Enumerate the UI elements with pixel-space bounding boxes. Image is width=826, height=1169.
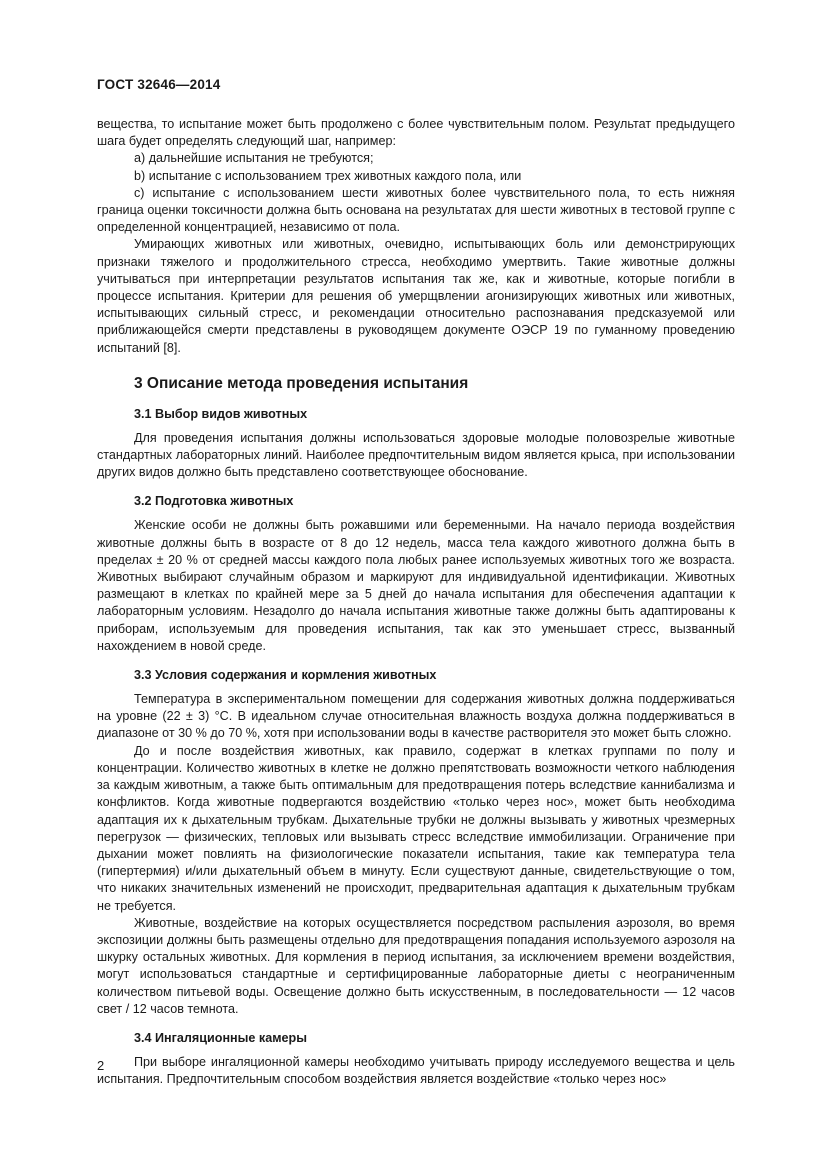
list-item-c: c) испытание с использованием шести животных более чувствительного пола, то есть нижняя граница оценки токсичности должна быть основана на результатах для шести животных в тестовой группе с определенной концентрацией, независимо от пола. bbox=[97, 185, 735, 235]
section-3-3-paragraph-3: Животные, воздействие на которых осуществляется посредством распыления аэрозоля, во время экспозиции должны быть размещены отдельно для предотвращения попадания используемого аэрозоля на шкурку остальных животных. Для кормления в период испытания, за исключением времени воздействия, могут использоваться стандартные и сертифицированные лабораторные диеты с неограниченным количеством питьевой воды. Освещение должно быть искусственным, в последовательности — 12 часов свет / 12 часов темнота. bbox=[97, 915, 735, 1016]
document-header: ГОСТ 32646—2014 bbox=[97, 77, 221, 92]
section-3-1-text: Для проведения испытания должны использоваться здоровые молодые половозрелые животные стандартных лабораторных линий. Наиболее предпочтительным видом является крыса, при использовании других видов должно быть представлено соответствующее обоснование. bbox=[97, 430, 735, 480]
section-3-4-text: При выборе ингаляционной камеры необходимо учитывать природу исследуемого вещества и цель испытания. Предпочтительным способом воздействия является воздействие «только через нос» bbox=[97, 1054, 735, 1087]
intro-paragraph: вещества, то испытание может быть продолжено с более чувствительным полом. Результат предыдущего шага будет определять следующий шаг, например: bbox=[97, 117, 735, 149]
section-3-3-paragraph-2: До и после воздействия животных, как правило, содержат в клетках группами по полу и концентрации. Количество животных в клетке не должно препятствовать возможности четкого наблюдения за каждым животным, а также быть оптимальным для предотвращения потерь вследствие каннибализма и конфликтов. Когда животные подвергаются воздействию «только через нос», может быть необходима адаптация их к дыхательным трубкам. Дыхательные трубки не должны вызывать у животных чрезмерных перегрузок — физических, тепловых или вызывать стресс вследствие иммобилизации. Ограничение при дыхании может повлиять на физиологические показатели испытания, такие как температура тела (гипертермия) и/или дыхательный объем в минуту. Если существуют данные, свидетельствующие о том, что никаких значительных изменений не происходит, предварительная адаптация к дыхательным трубкам не требуется. bbox=[97, 743, 735, 913]
section-3-3-paragraph-1: Температура в экспериментальном помещении для содержания животных должна поддерживаться на уровне (22 ± 3) °С. В идеальном случае относительная влажность воздуха должна поддерживаться в диапазоне от 30 % до 70 %, хотя при использовании воды в качестве растворителя это может быть сложно. bbox=[97, 692, 735, 741]
section-3-3-title: 3.3 Условия содержания и кормления животных bbox=[134, 668, 437, 683]
euthanasia-paragraph: Умирающих животных или животных, очевидно, испытывающих боль или демонстрирующих признаки тяжелого и продолжительного стресса, необходимо умертвить. Такие животные должны учитываться при интерпретации результатов испытания так же, как и животные, которые погибли в процессе испытания. Критерии для решения об умерщвлении агонизирующих животных или животных, испытывающих сильный стресс, и рекомендации относительно распознавания предсказуемой или приближающейся смерти представлены в руководящем документе ОЭСР 19 по гуманному проведению испытаний [8]. bbox=[97, 237, 735, 355]
document-body bbox=[97, 116, 735, 1088]
section-3-2-title: 3.2 Подготовка животных bbox=[134, 494, 294, 509]
section-3-1-title: 3.1 Выбор видов животных bbox=[134, 406, 308, 421]
list-item-a: a) дальнейшие испытания не требуются; bbox=[134, 151, 374, 166]
section-3-title: 3 Описание метода проведения испытания bbox=[134, 374, 469, 392]
list-item-b: b) испытание с использованием трех животных каждого пола, или bbox=[134, 168, 522, 183]
page-number: 2 bbox=[97, 1058, 105, 1073]
section-3-4-title: 3.4 Ингаляционные камеры bbox=[134, 1030, 307, 1045]
section-3-2-text: Женские особи не должны быть рожавшими или беременными. На начало периода воздействия животные должны быть в возрасте от 8 до 12 недель, масса тела каждого животного должна быть в пределах ± 20 % от средней массы каждого пола любых ранее используемых животных того же возраста. Животных выбирают случайным образом и маркируют для индивидуальной идентификации. Животных размещают в клетках по крайней мере за 5 дней до начала испытания для обеспечения адаптации к лабораторным условиям. Незадолго до начала испытания животные также должны быть адаптированы к приборам, используемым для проведения испытания, так как это уменьшает стресс, вызванный нахождением в новой среде. bbox=[97, 518, 735, 653]
